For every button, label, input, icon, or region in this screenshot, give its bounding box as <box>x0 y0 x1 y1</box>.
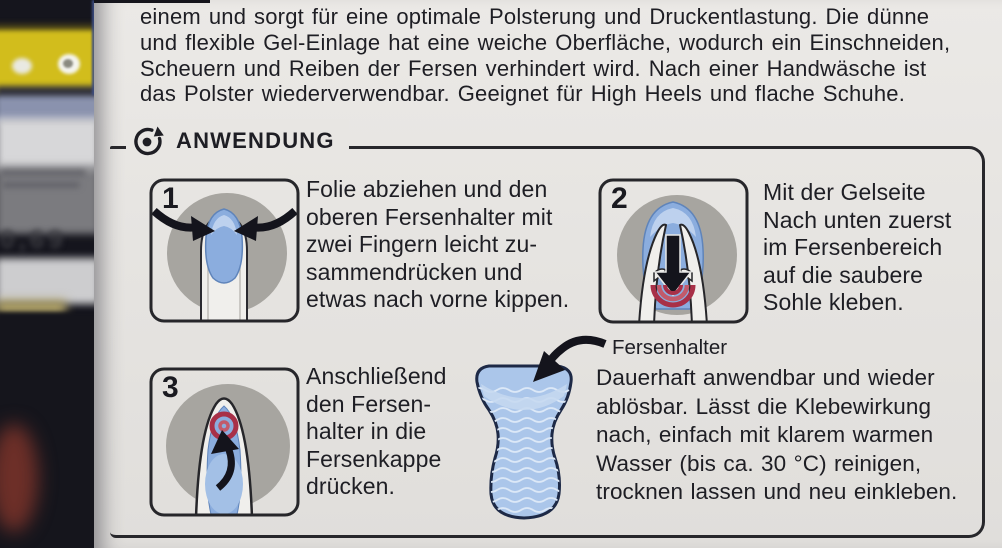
fersenhalter-paragraph <box>596 364 957 507</box>
step1-line: oberen Fersenhalter mit <box>306 203 553 230</box>
shelf-background <box>0 0 96 548</box>
step2-line: Sohle kleben. <box>763 289 904 316</box>
intro-line: und flexible Gel-Einlage hat eine weiche Oberfläche, wodurch ein Einschneiden, <box>140 29 951 55</box>
rotate-reuse-icon <box>130 123 166 159</box>
glint-spot <box>12 58 32 74</box>
step3-line: drücken. <box>306 473 396 500</box>
fersenhalter-line: nach, einfach mit klarem warmen <box>596 422 934 448</box>
fersenhalter-label: Fersenhalter <box>612 336 728 359</box>
step1-line: etwas nach vorne kippen. <box>306 286 570 313</box>
step1-number: 1 <box>162 182 179 215</box>
step1-line: Folie abziehen und den <box>306 176 548 202</box>
step3-line: Fersenkappe <box>306 445 442 472</box>
step1-line: zwei Fingern leicht zu- <box>306 231 538 258</box>
step3-line: den Fersen- <box>306 390 432 417</box>
step2-text <box>763 179 951 317</box>
step3-line: halter in die <box>306 418 427 445</box>
fersenhalter-line: ablösbar. Lässt die Klebewirkung <box>596 393 932 419</box>
section-title: ANWENDUNG <box>176 128 335 153</box>
step3-number: 3 <box>162 371 179 404</box>
price-label-blur-lower <box>0 258 96 304</box>
step1-text <box>306 176 569 314</box>
intro-paragraph <box>140 4 950 107</box>
intro-line: einem und sorgt für eine optimale Polsterung und Druckentlastung. Die dünne <box>140 4 930 29</box>
step2-line: auf die saubere <box>763 261 924 288</box>
intro-line: Scheuern und Reiben der Fersen verhindert wird. Nach einer Handwäsche ist <box>140 55 927 81</box>
intro-line: das Polster wiederverwendbar. Geeignet für High Heels und flache Schuhe. <box>140 81 906 107</box>
step2-line: Nach unten zuerst <box>763 206 952 233</box>
step3-line: Anschließend <box>306 363 447 389</box>
glint-spot-core <box>63 59 73 68</box>
step3-text <box>306 363 447 501</box>
step2-number: 2 <box>611 182 628 215</box>
step2-line: im Fersenbereich <box>763 234 943 261</box>
price-label-blur <box>0 118 96 170</box>
fersenhalter-line: Dauerhaft anwendbar und wieder <box>596 365 935 390</box>
step2-line: Mit der Gelseite <box>763 179 926 205</box>
blurred-text-row <box>2 182 80 188</box>
anwendung-heading <box>126 119 349 163</box>
package-instruction-panel <box>94 0 1002 548</box>
fersenhalter-line: Wasser (bis ca. 30 °C) reinigen, <box>596 450 922 476</box>
fersenhalter-line: trocknen lassen und neu einkleben. <box>596 479 958 505</box>
background-top-sliver <box>94 0 210 3</box>
step1-line: sammendrücken und <box>306 258 523 285</box>
price-digits: 0,69 <box>0 224 67 254</box>
blurred-text-row <box>0 170 86 176</box>
